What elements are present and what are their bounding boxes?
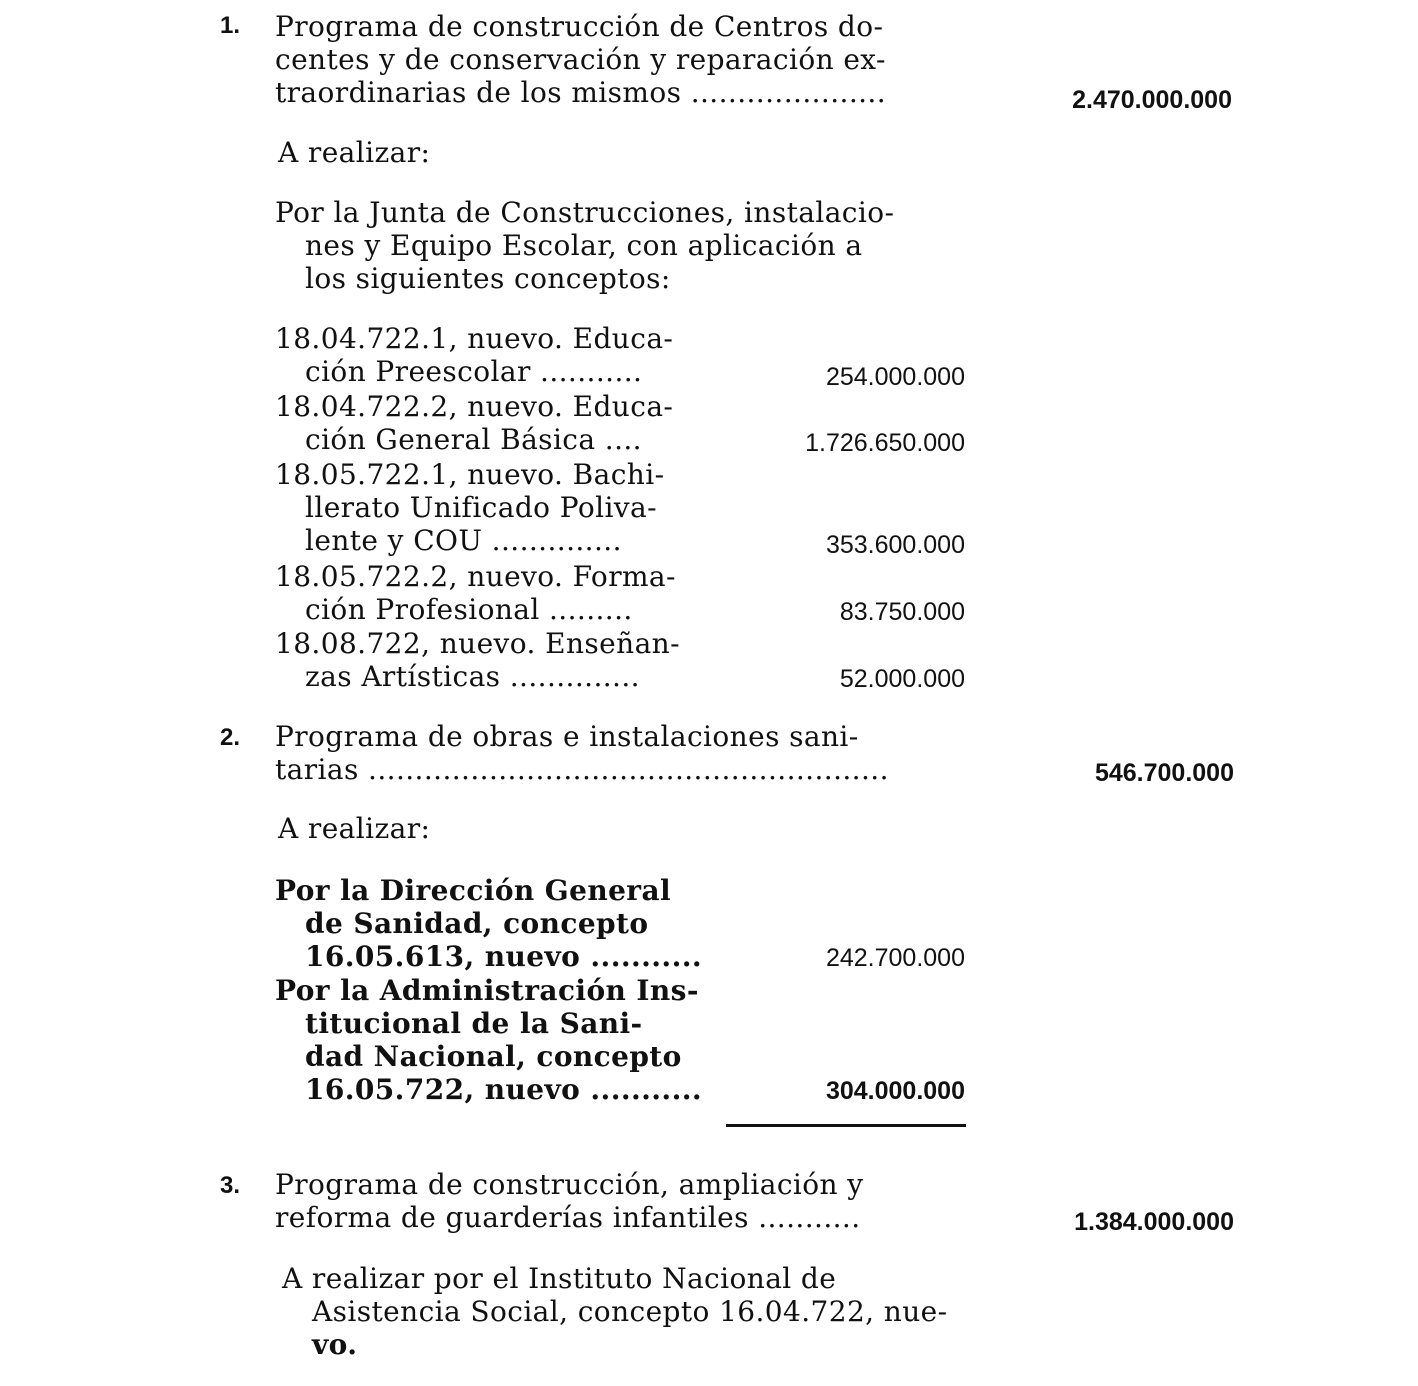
section-1-line: Programa de construcción de Centros do- bbox=[275, 10, 884, 43]
section-2-heading bbox=[275, 720, 965, 786]
item-line: zas Artísticas .............. bbox=[305, 660, 640, 693]
item-administracion-sanidad bbox=[275, 974, 705, 1106]
item-line: titucional de la Sani- bbox=[305, 1007, 643, 1040]
section-1-heading bbox=[275, 10, 965, 109]
item-line: 16.05.613, nuevo ........... bbox=[305, 940, 703, 973]
por-line: los siguientes conceptos: bbox=[305, 262, 671, 295]
item-line: 18.04.722.2, nuevo. Educa- bbox=[275, 390, 674, 423]
section-2-number: 2. bbox=[220, 724, 241, 751]
item-amount: 1.726.650.000 bbox=[805, 429, 965, 457]
item-line: ción Profesional ......... bbox=[305, 593, 633, 626]
item-line: 18.04.722.1, nuevo. Educa- bbox=[275, 322, 674, 355]
note-line: vo. bbox=[312, 1328, 358, 1361]
section-1-line: traordinarias de los mismos ..................... bbox=[275, 76, 887, 109]
section-1-number: 1. bbox=[220, 12, 241, 39]
item-amount: 83.750.000 bbox=[839, 598, 965, 626]
item-line: ción General Básica .... bbox=[305, 423, 642, 456]
item-amount: 353.600.000 bbox=[825, 531, 965, 559]
section-3-number: 3. bbox=[220, 1172, 241, 1199]
section-3-line: reforma de guarderías infantiles ........... bbox=[275, 1201, 861, 1234]
subtotal-rule bbox=[726, 1124, 966, 1127]
item-line: ción Preescolar ........... bbox=[305, 355, 643, 388]
item-amount: 254.000.000 bbox=[825, 363, 965, 391]
item-line: llerato Unificado Poliva- bbox=[305, 491, 657, 524]
item-amount: 52.000.000 bbox=[839, 665, 965, 693]
item-bachillerato bbox=[275, 458, 705, 557]
item-line: 18.08.722, nuevo. Enseñan- bbox=[275, 627, 680, 660]
item-line: 18.05.722.2, nuevo. Forma- bbox=[275, 560, 676, 593]
section-1-por-paragraph bbox=[275, 196, 975, 295]
section-3-total: 1.384.000.000 bbox=[1074, 1208, 1234, 1236]
item-formacion-profesional bbox=[275, 560, 705, 626]
section-2-line: tarias ........................................................ bbox=[275, 753, 889, 786]
item-direccion-sanidad bbox=[275, 874, 705, 973]
section-1-a-realizar: A realizar: bbox=[278, 136, 431, 169]
por-line: Por la Junta de Construcciones, instalacio- bbox=[275, 196, 895, 229]
item-general-basic bbox=[275, 390, 705, 456]
section-1-total: 2.470.000.000 bbox=[1072, 86, 1232, 114]
section-1-line: centes y de conservación y reparación ex- bbox=[275, 43, 886, 76]
por-line: nes y Equipo Escolar, con aplicación a bbox=[305, 229, 863, 262]
item-line: lente y COU .............. bbox=[305, 524, 622, 557]
item-line: Por la Administración Ins- bbox=[275, 974, 699, 1007]
item-line: 16.05.722, nuevo ........... bbox=[305, 1073, 703, 1106]
section-3-line: Programa de construcción, ampliación y bbox=[275, 1168, 864, 1201]
section-2-line: Programa de obras e instalaciones sani- bbox=[275, 720, 859, 753]
item-amount: 242.700.000 bbox=[825, 944, 965, 972]
item-education-preschool bbox=[275, 322, 705, 388]
section-3-note bbox=[282, 1262, 972, 1361]
section-2-a-realizar: A realizar: bbox=[278, 812, 431, 845]
item-ensenanzas-artisticas bbox=[275, 627, 705, 693]
item-line: 18.05.722.1, nuevo. Bachi- bbox=[275, 458, 665, 491]
section-3-heading bbox=[275, 1168, 965, 1234]
section-2-total: 546.700.000 bbox=[1094, 759, 1234, 787]
item-line: Por la Dirección General bbox=[275, 874, 672, 907]
item-amount: 304.000.000 bbox=[825, 1077, 965, 1105]
note-line: A realizar por el Instituto Nacional de bbox=[282, 1262, 837, 1295]
item-line: de Sanidad, concepto bbox=[305, 907, 649, 940]
note-line: Asistencia Social, concepto 16.04.722, nue- bbox=[312, 1295, 948, 1328]
item-line: dad Nacional, concepto bbox=[305, 1040, 682, 1073]
